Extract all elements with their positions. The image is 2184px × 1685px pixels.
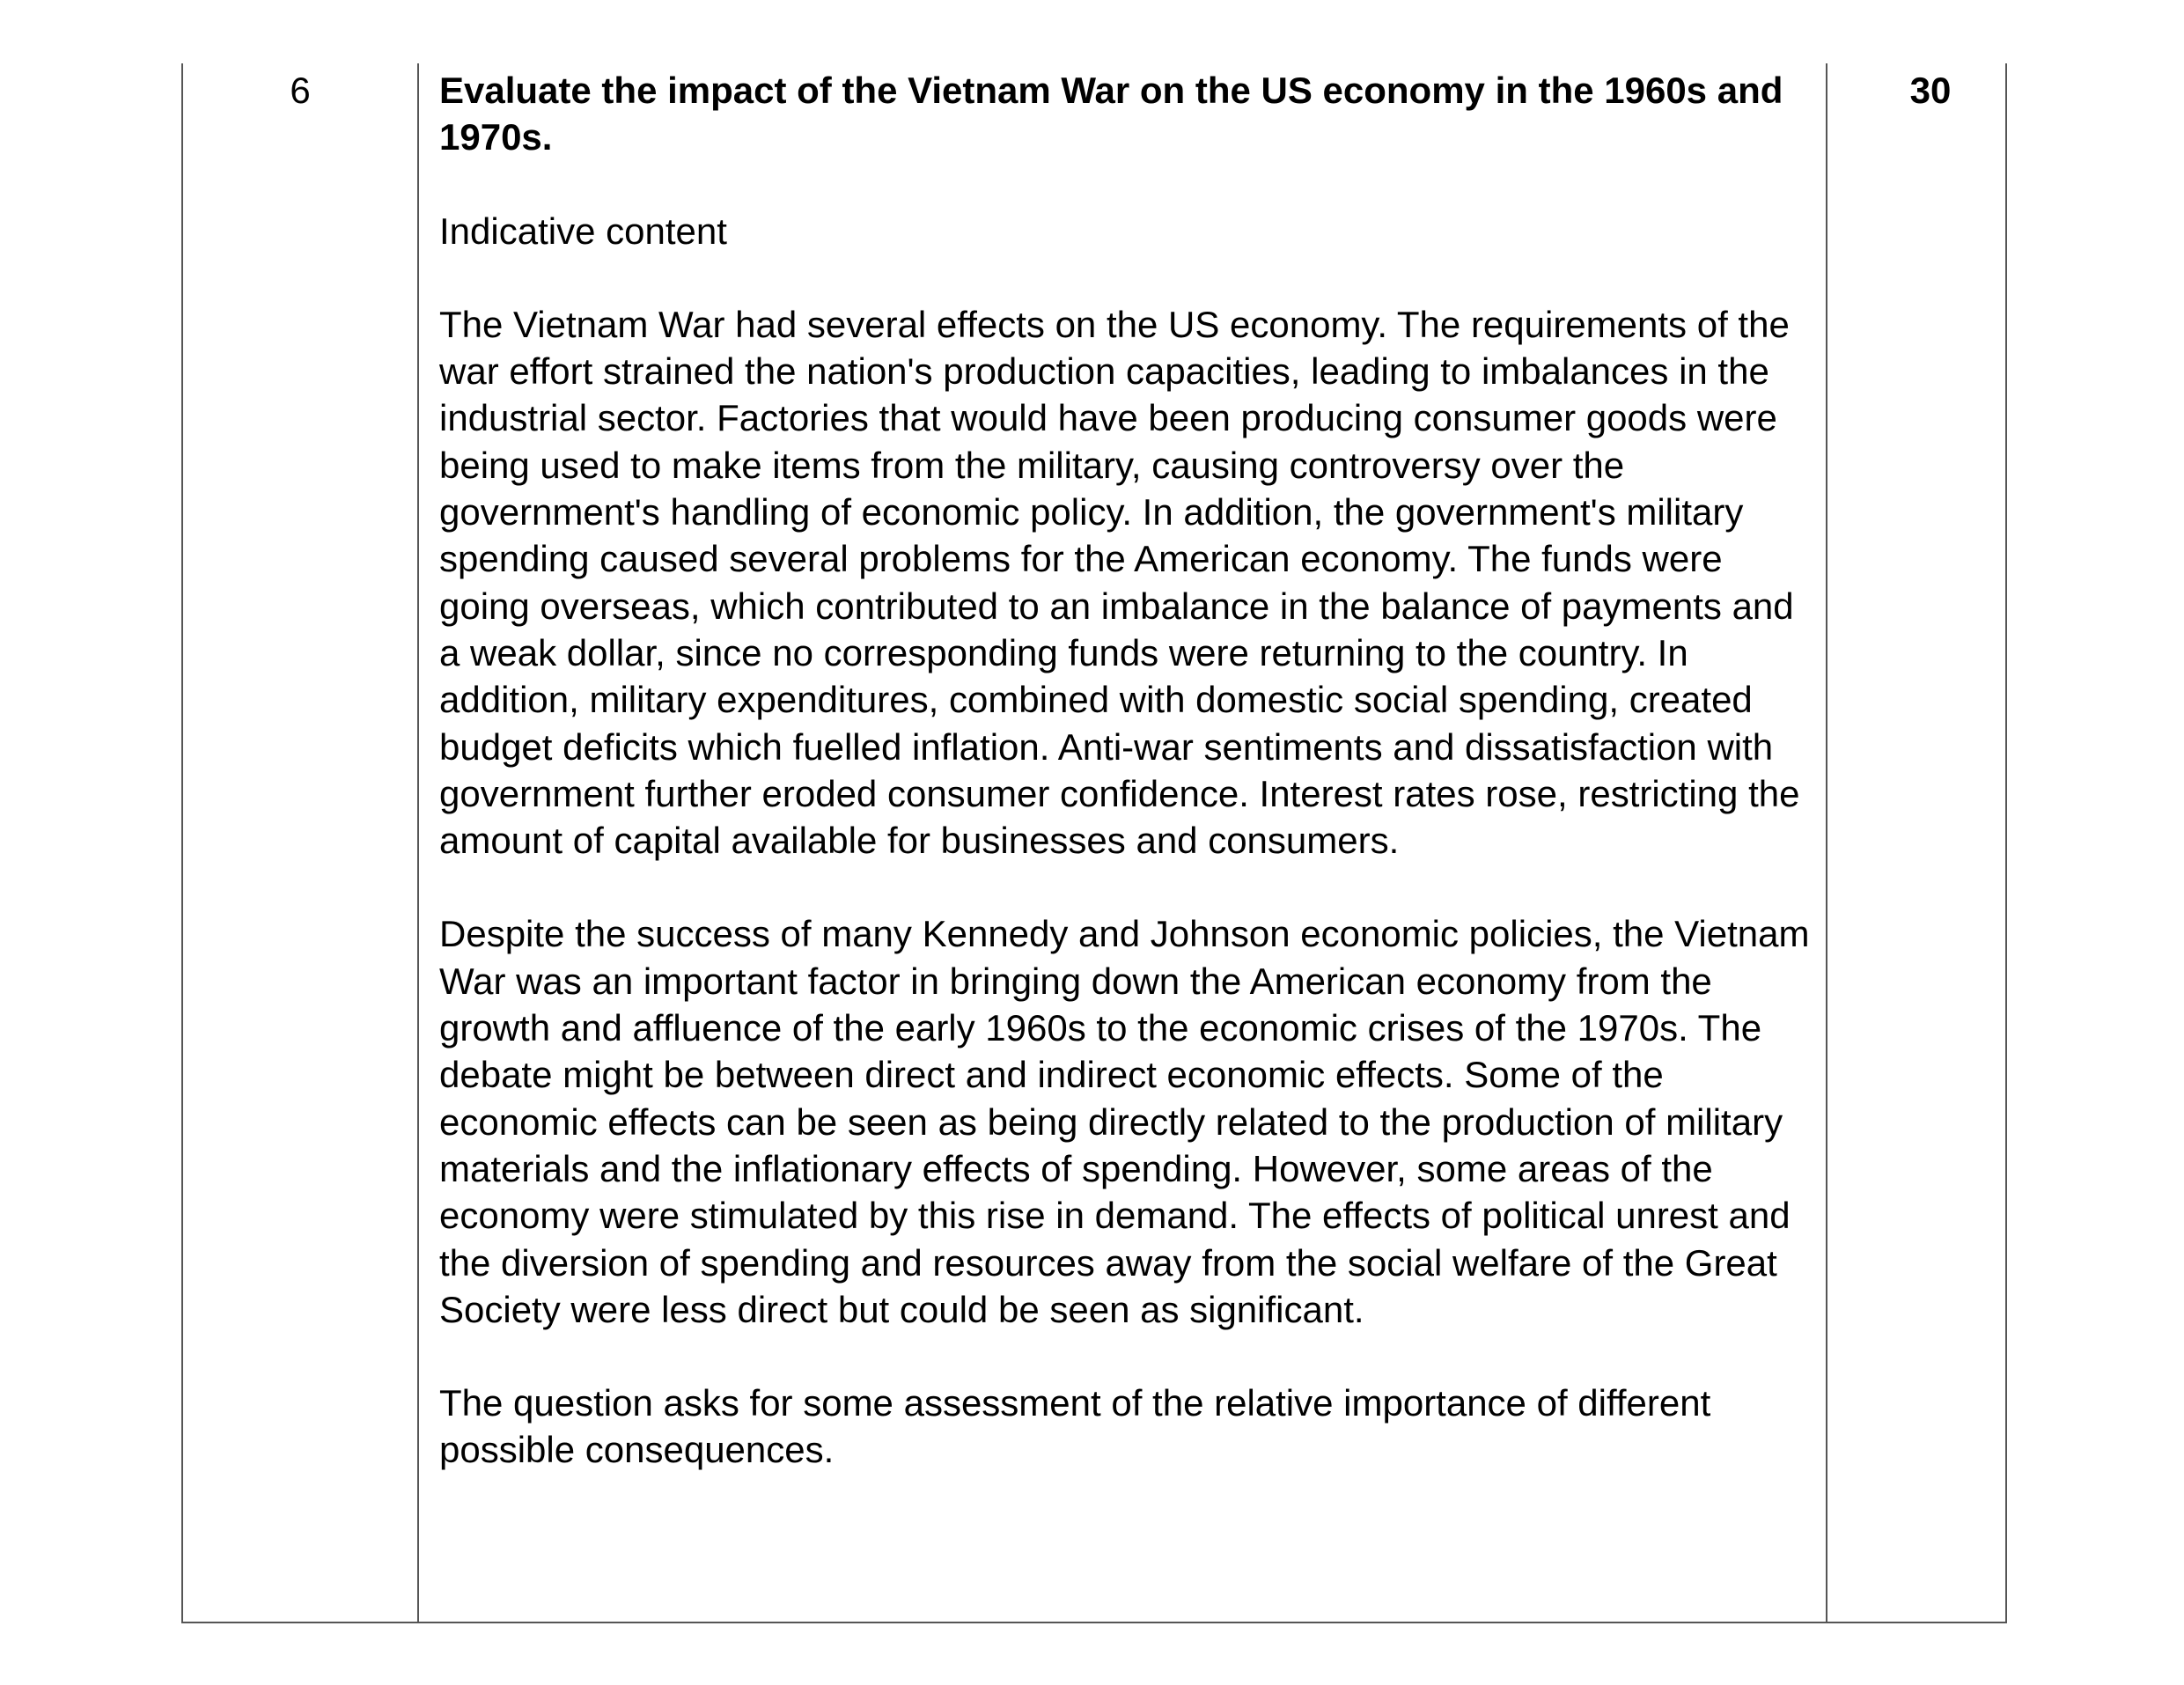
column-divider (1826, 63, 1827, 1622)
guidance-paragraph: The question asks for some assessment of the relative importance of different possible consequences. (439, 1382, 1711, 1471)
question-title: Evaluate the impact of the Vietnam War on the US economy in the 1960s and 1970s. (439, 70, 1783, 158)
mark-scheme-table (181, 63, 2007, 1623)
marks-value: 30 (1909, 70, 1952, 111)
guidance-paragraph: The Vietnam War had several effects on the US economy. The requirements of the war effort strained the nation's production capacities, leading to imbalances in the industrial sector. Factories that would have been producing consumer goods were being used to make items from the military, causing controversy over the government's handling of economic policy. In addition, the government's military spending caused several problems for the American economy. The funds were going overseas, which contributed to an imbalance in the balance of payments and a weak dollar, since no corresponding funds were returning to the country. In addition, military expenditures, combined with domestic social spending, created budget deficits which fuelled inflation. Anti-war sentiments and dissatisfaction with government further eroded consumer confidence. Interest rates rose, restricting the amount of capital available for businesses and consumers. (439, 303, 1800, 862)
guidance-paragraph: Despite the success of many Kennedy and Johnson economic policies, the Vietnam War was an important factor in bringing down the American economy from the growth and affluence of the early 1960s to the economic crises of the 1970s. The debate might be between direct and indirect economic effects. Some of the economic effects can be seen as being directly related to the production of military materials and the inflationary effects of spending. However, some areas of the economy were stimulated by this rise in demand. The effects of political unrest and the diversion of spending and resources away from the social welfare of the Great Society were less direct but could be seen as significant. (439, 913, 1810, 1330)
question-number: 6 (290, 70, 311, 111)
column-divider (417, 63, 419, 1622)
answer-guidance-cell (439, 67, 1821, 1474)
indicative-content-heading: Indicative content (439, 210, 727, 252)
